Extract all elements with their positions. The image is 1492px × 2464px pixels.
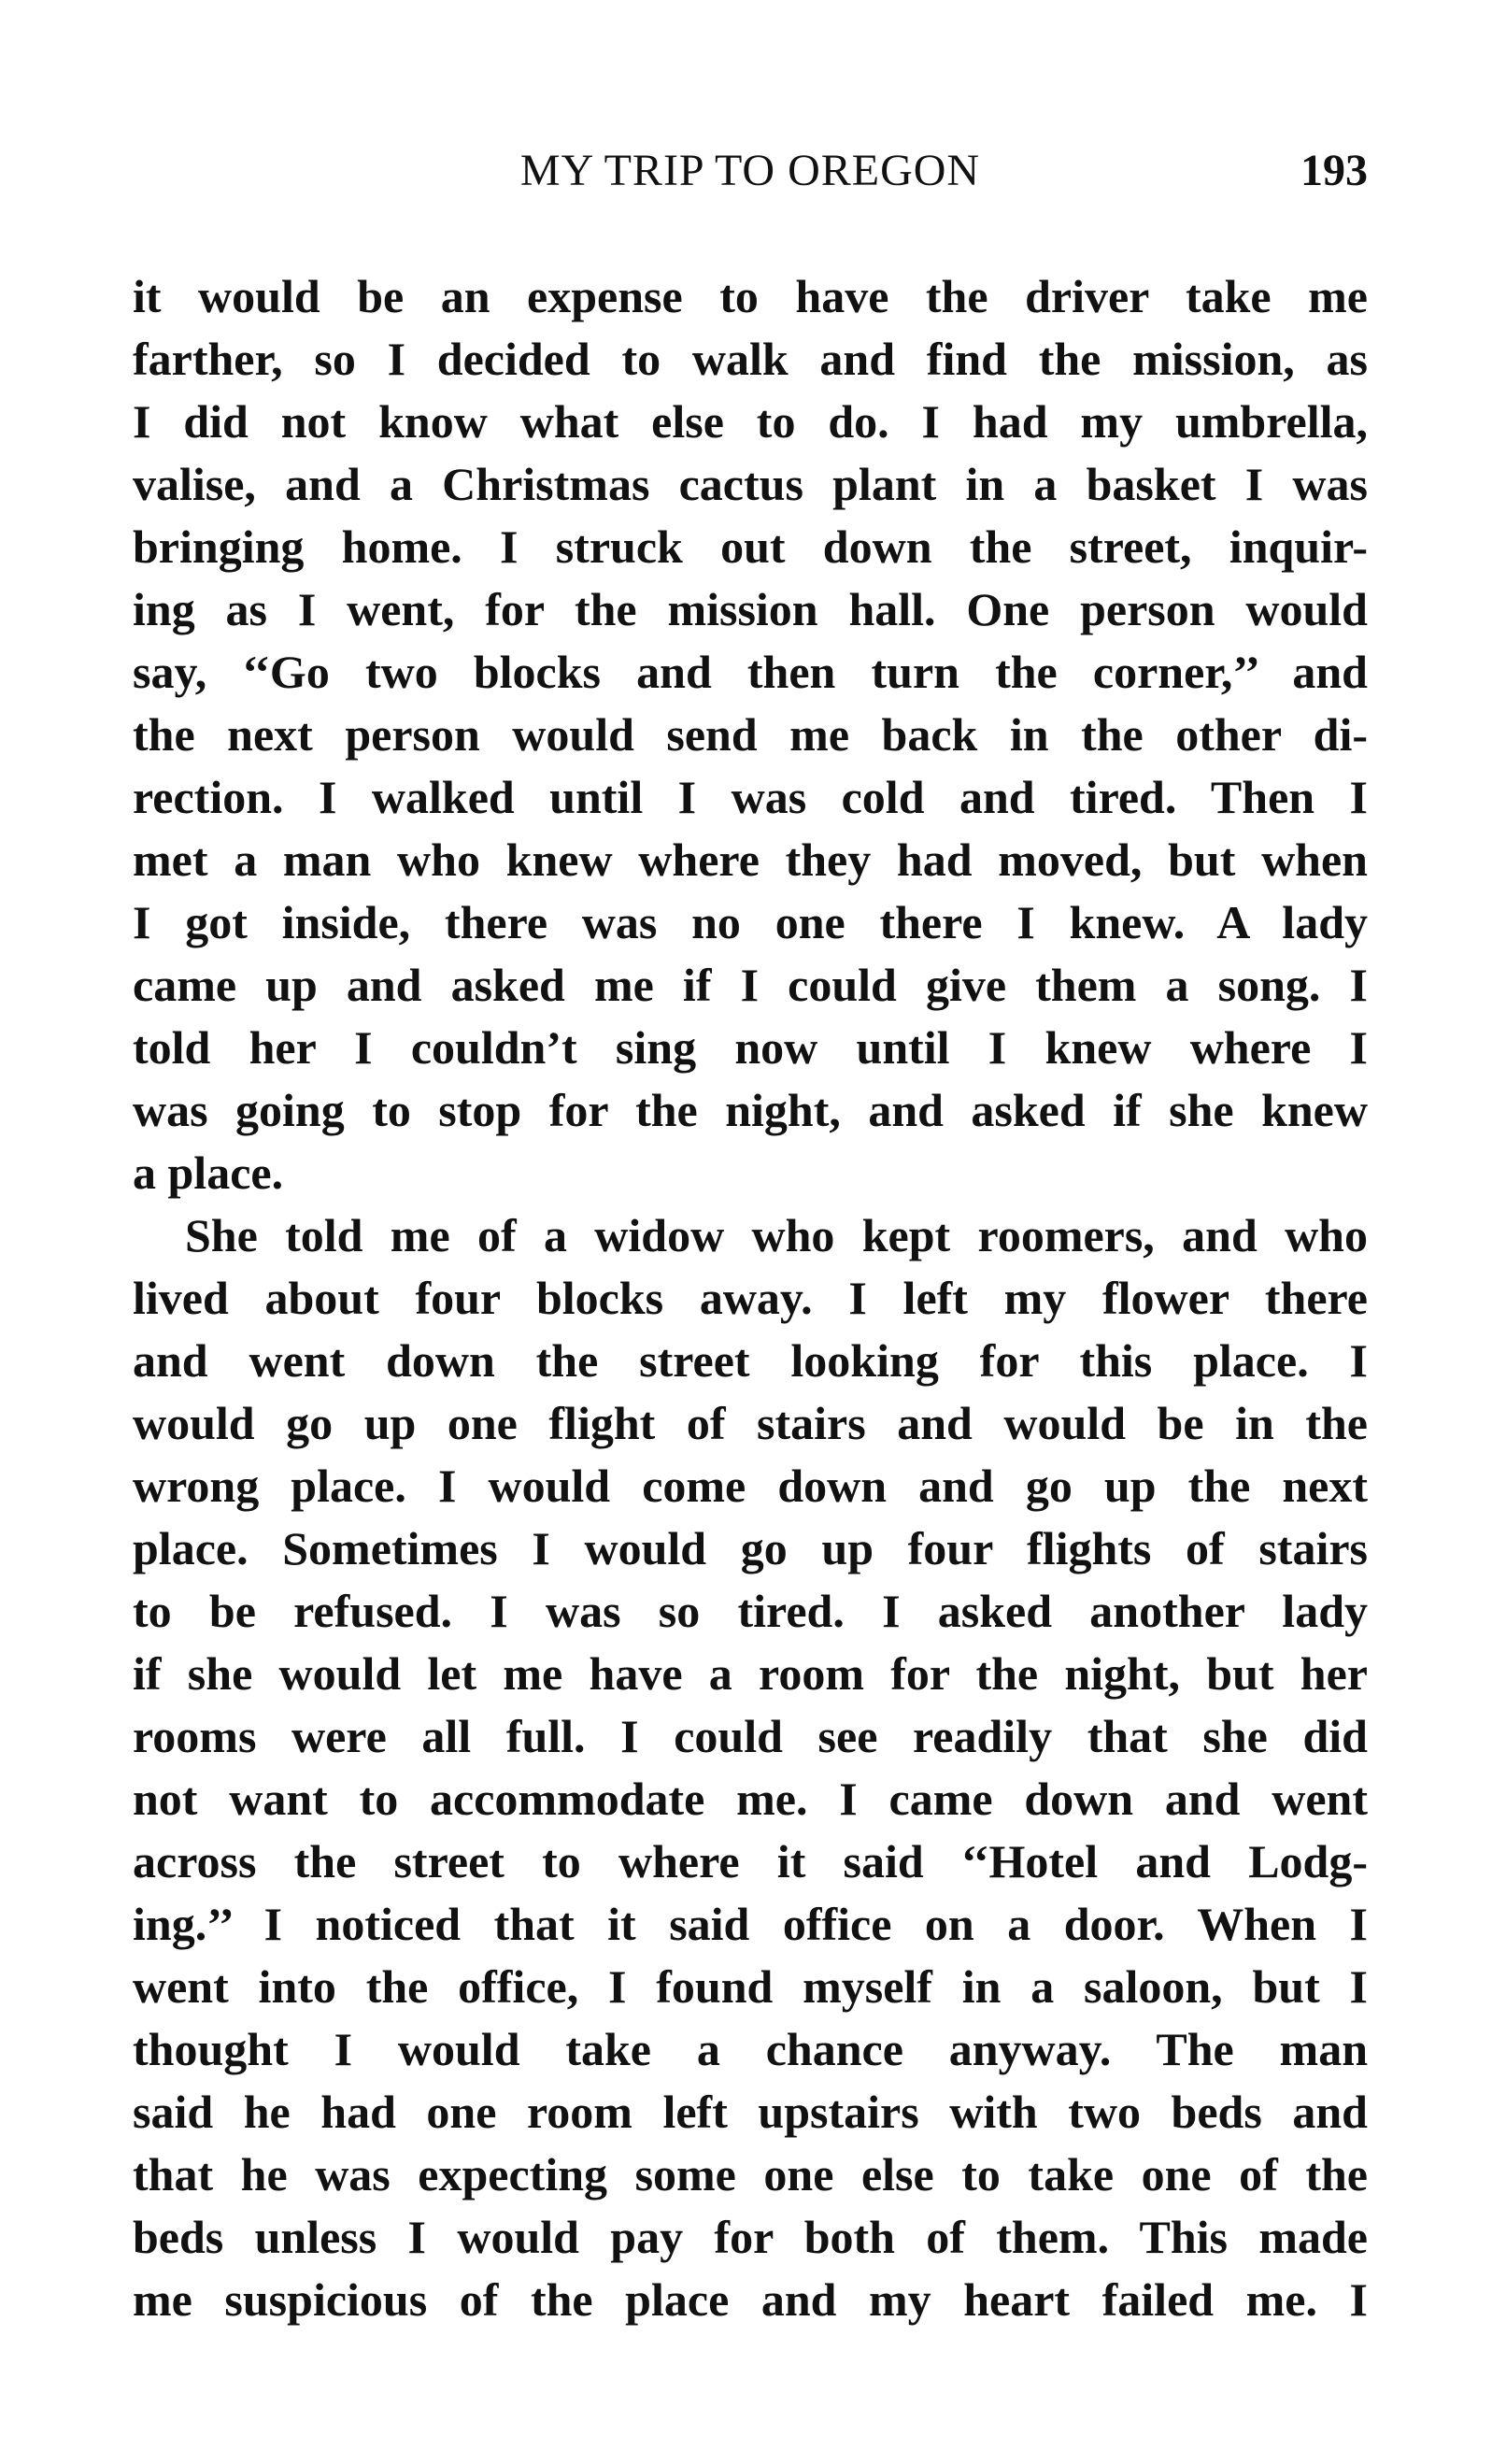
text-line: if she would let me have a room for the night, but her bbox=[133, 1647, 1368, 1700]
text-line: was going to stop for the night, and asked if she knew bbox=[133, 1084, 1368, 1136]
text-line: would go up one flight of stairs and would be in the bbox=[133, 1397, 1368, 1449]
text-line: the next person would send me back in the other di- bbox=[133, 708, 1368, 761]
text-line: ing as I went, for the mission hall. One person would bbox=[133, 583, 1368, 635]
text-line: valise, and a Christmas cactus plant in a basket I was bbox=[133, 458, 1368, 510]
page-number: 193 bbox=[1300, 146, 1368, 195]
text-line: wrong place. I would come down and go up the next bbox=[133, 1460, 1368, 1512]
running-title: MY TRIP TO OREGON bbox=[519, 146, 981, 195]
text-line: beds unless I would pay for both of them. This made bbox=[133, 2211, 1368, 2263]
text-line: place. Sometimes I would go up four flights of stairs bbox=[133, 1522, 1368, 1574]
text-line: not want to accommodate me. I came down and went bbox=[133, 1773, 1368, 1825]
text-line: a place. bbox=[133, 1147, 284, 1199]
text-line: rooms were all full. I could see readily that she did bbox=[133, 1710, 1368, 1762]
text-line: across the street to where it said ‘‘Hotel and Lodg- bbox=[133, 1835, 1368, 1887]
text-line: lived about four blocks away. I left my flower there bbox=[133, 1272, 1368, 1324]
text-line: told her I couldn’t sing now until I knew where I bbox=[133, 1021, 1368, 1074]
text-line: came up and asked me if I could give them a song. I bbox=[133, 959, 1368, 1011]
text-line: rection. I walked until I was cold and tired. Then I bbox=[133, 771, 1368, 823]
paragraph-start-line: She told me of a widow who kept roomers, and who bbox=[185, 1209, 1368, 1261]
text-line: that he was expecting some one else to take one of the bbox=[133, 2148, 1368, 2201]
text-line: farther, so I decided to walk and find the mission, as bbox=[133, 333, 1368, 385]
text-line: say, ‘‘Go two blocks and then turn the corner,’’ and bbox=[133, 646, 1368, 698]
text-line: it would be an expense to have the driver take me bbox=[133, 270, 1368, 322]
text-line: went into the office, I found myself in a saloon, but I bbox=[133, 1960, 1368, 2013]
text-line: I did not know what else to do. I had my umbrella, bbox=[133, 395, 1368, 448]
body-text bbox=[133, 265, 1368, 2331]
text-line: me suspicious of the place and my heart failed me. I bbox=[133, 2273, 1368, 2326]
running-head bbox=[133, 138, 1368, 204]
text-line: I got inside, there was no one there I knew. A lady bbox=[133, 896, 1368, 948]
text-line: said he had one room left upstairs with two beds and bbox=[133, 2086, 1368, 2138]
text-line: thought I would take a chance anyway. The man bbox=[133, 2023, 1368, 2075]
text-line: and went down the street looking for this place. I bbox=[133, 1334, 1368, 1387]
text-line: met a man who knew where they had moved, but when bbox=[133, 833, 1368, 886]
text-line: bringing home. I struck out down the street, inquir- bbox=[133, 520, 1368, 573]
text-line: ing.’’ I noticed that it said office on a door. When I bbox=[133, 1898, 1368, 1950]
text-line: to be refused. I was so tired. I asked another lady bbox=[133, 1585, 1368, 1637]
